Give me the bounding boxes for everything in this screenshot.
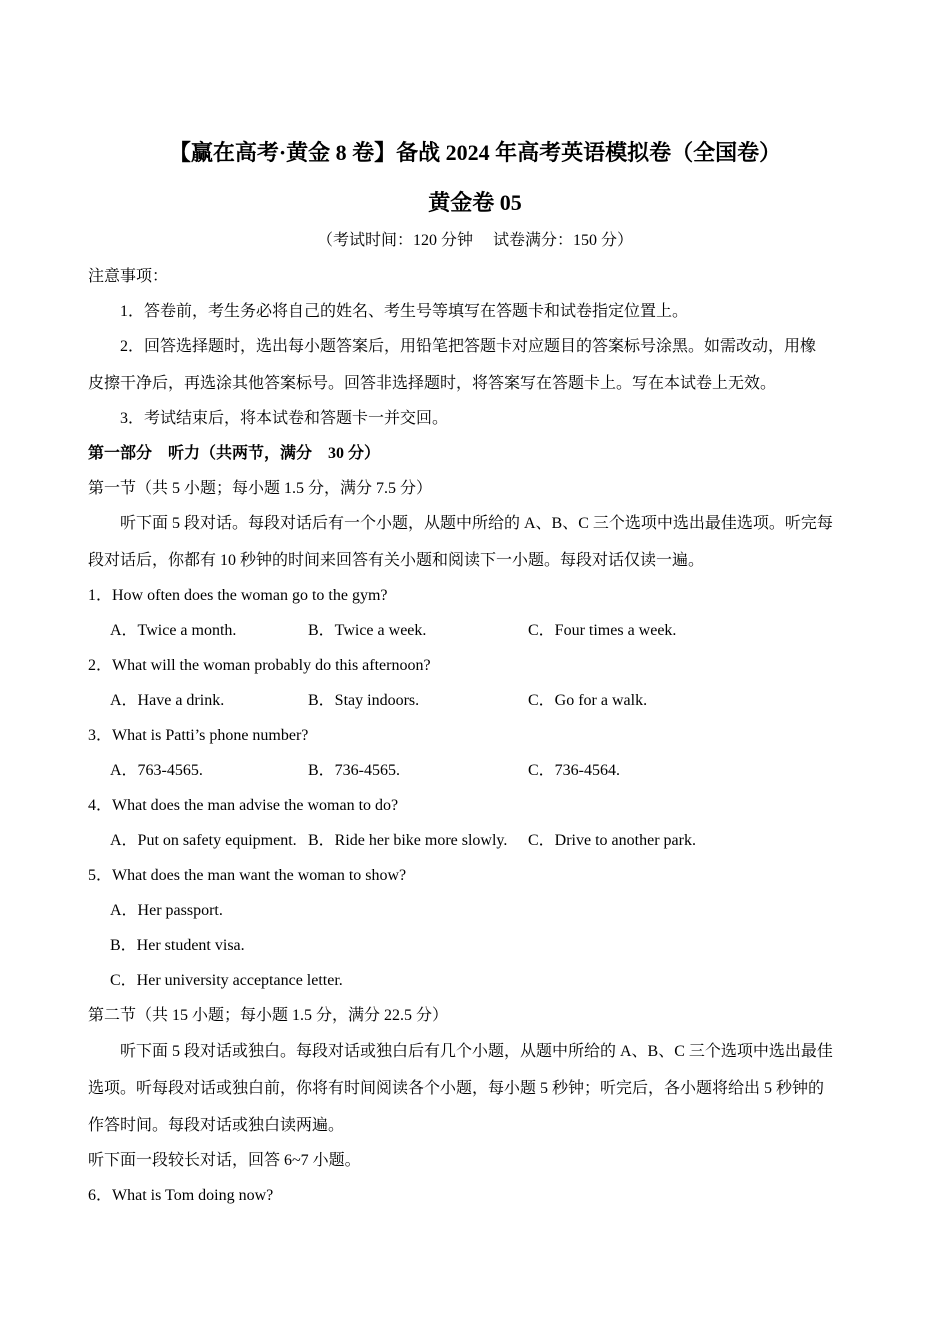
passage-intro: 听下面一段较长对话，回答 6~7 小题。 [88, 1152, 361, 1169]
option-1a: A．Twice a month. [110, 622, 237, 639]
notes-heading: 注意事项： [88, 268, 169, 285]
note-item-1: 1．答卷前，考生务必将自己的姓名、考生号等填写在答题卡和试卷指定位置上。 [120, 303, 689, 320]
question-5: 5．What does the man want the woman to show? [88, 867, 407, 884]
option-4c: C．Drive to another park. [528, 832, 696, 849]
option-4b: B．Ride her bike more slowly. [308, 832, 508, 849]
section1-instructions-cont: 段对话后，你都有 10 秒钟的时间来回答有关小题和阅读下一小题。每段对话仅读一遍。 [88, 552, 705, 569]
page-title: 【赢在高考·黄金 8 卷】备战 2024 年高考英语模拟卷（全国卷） [168, 140, 782, 165]
option-1b: B．Twice a week. [308, 622, 427, 639]
part1-heading: 第一部分 听力（共两节，满分 30 分） [88, 445, 381, 462]
question-1: 1．How often does the woman go to the gym? [88, 587, 388, 604]
option-2b: B．Stay indoors. [308, 692, 420, 709]
exam-info: （考试时间：120 分钟 试卷满分：150 分） [316, 232, 633, 249]
note-item-2-cont: 皮擦干净后，再选涂其他答案标号。回答非选择题时，将答案写在答题卡上。写在本试卷上无效。 [88, 375, 777, 392]
option-5b: B．Her student visa. [110, 937, 245, 954]
option-4a: A．Put on safety equipment. [110, 832, 297, 849]
page-subtitle: 黄金卷 05 [428, 190, 522, 215]
section2-heading: 第二节（共 15 小题；每小题 1.5 分，满分 22.5 分） [88, 1007, 449, 1024]
section2-instructions-cont: 选项。听每段对话或独白前，你将有时间阅读各个小题，每小题 5 秒钟；听完后，各小题将给出 5 秒钟的 [88, 1080, 825, 1097]
note-item-2: 2．回答选择题时，选出每小题答案后，用铅笔把答题卡对应题目的答案标号涂黑。如需改动，用橡 [120, 338, 817, 355]
option-3a: A．763-4565. [110, 762, 203, 779]
section2-instructions: 听下面 5 段对话或独白。每段对话或独白后有几个小题，从题中所给的 A、B、C 三个选项中选出最佳 [120, 1043, 833, 1060]
section2-instructions-cont2: 作答时间。每段对话或独白读两遍。 [88, 1117, 345, 1134]
option-5c: C．Her university acceptance letter. [110, 972, 343, 989]
option-2c: C．Go for a walk. [528, 692, 648, 709]
note-item-3: 3．考试结束后，将本试卷和答题卡一并交回。 [120, 410, 449, 427]
option-1c: C．Four times a week. [528, 622, 677, 639]
section1-instructions: 听下面 5 段对话。每段对话后有一个小题，从题中所给的 A、B、C 三个选项中选出最佳选项。听完每 [120, 515, 833, 532]
section1-heading: 第一节（共 5 小题；每小题 1.5 分，满分 7.5 分） [88, 480, 433, 497]
question-3: 3．What is Patti’s phone number? [88, 727, 309, 744]
option-2a: A．Have a drink. [110, 692, 225, 709]
question-4: 4．What does the man advise the woman to do? [88, 797, 399, 814]
question-6: 6．What is Tom doing now? [88, 1187, 274, 1204]
option-3b: B．736-4565. [308, 762, 401, 779]
option-3c: C．736-4564. [528, 762, 621, 779]
option-5a: A．Her passport. [110, 902, 223, 919]
question-2: 2．What will the woman probably do this afternoon? [88, 657, 431, 674]
